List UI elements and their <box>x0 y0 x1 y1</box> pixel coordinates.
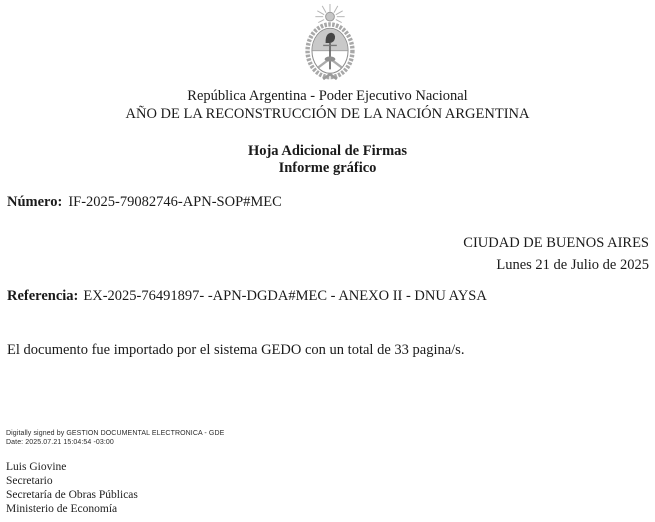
signer-block <box>6 460 138 516</box>
numero-line <box>7 194 282 211</box>
numero-label: Número: <box>7 194 63 210</box>
referencia-label: Referencia: <box>7 288 79 304</box>
referencia-value: EX-2025-76491897- -APN-DGDA#MEC - ANEXO II - DNU AYSA <box>83 288 487 304</box>
coat-of-arms-icon <box>284 3 376 83</box>
signer-org: Secretaría de Obras Públicas <box>6 489 138 501</box>
gov-header-line2: AÑO DE LA RECONSTRUCCIÓN DE LA NACIÓN ARGENTINA <box>125 106 530 122</box>
digital-signature-line1: Digitally signed by GESTION DOCUMENTAL ELECTRONICA - GDE <box>6 430 225 437</box>
referencia-line <box>7 288 487 305</box>
digital-signature-line2: Date: 2025.07.21 15:04:54 -03:00 <box>6 438 114 446</box>
numero-value: IF-2025-79082746-APN-SOP#MEC <box>68 194 282 210</box>
gov-header-line1: República Argentina - Poder Ejecutivo Nacional <box>187 88 468 104</box>
city-line: CIUDAD DE BUENOS AIRES <box>463 235 649 251</box>
date-line: Lunes 21 de Julio de 2025 <box>496 257 649 273</box>
digital-signature-stamp <box>6 430 224 447</box>
doc-title: Hoja Adicional de Firmas <box>247 143 408 159</box>
doc-subtitle: Informe gráfico <box>278 160 377 176</box>
signer-ministry: Ministerio de Economía <box>6 503 118 515</box>
signer-title: Secretario <box>6 475 53 487</box>
body-text: El documento fue importado por el sistema GEDO con un total de 33 pagina/s. <box>7 342 465 358</box>
signer-name: Luis Giovine <box>6 461 67 473</box>
